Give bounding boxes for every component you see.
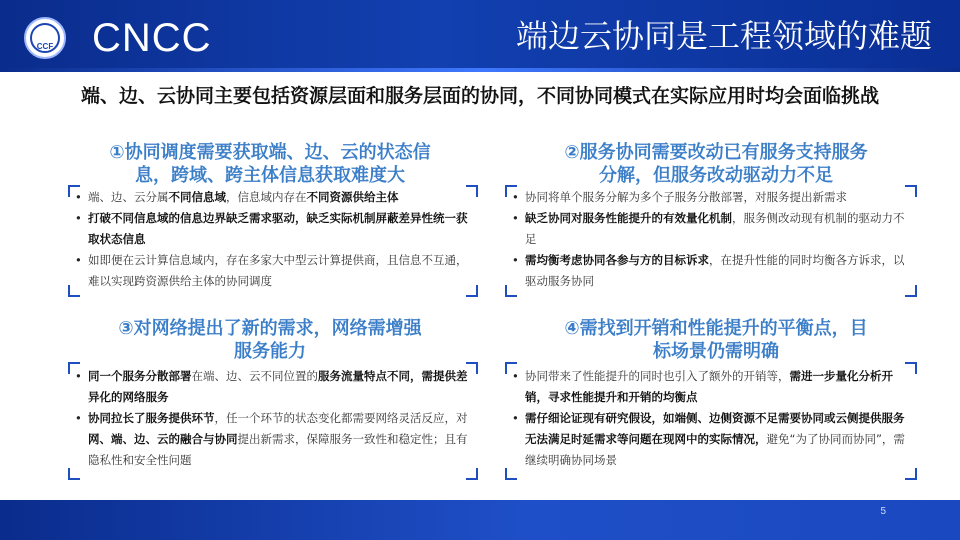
- panel-4-title-line2: 标场景仍需明确: [653, 341, 779, 362]
- panel-1-title-line1: ①协同调度需要获取端、边、云的状态信: [109, 142, 431, 163]
- bullet-bold-text: 需进一步量化分析开销，寻求性能提升和开销的均衡点: [525, 369, 893, 404]
- panel-1-title: [68, 141, 472, 187]
- bullet-bold-text: 不同信息域: [168, 190, 226, 204]
- slide-subtitle: 端、边、云协同主要包括资源层面和服务层面的协同，不同协同模式在实际应用时均会面临挑战: [80, 85, 879, 107]
- cncc-logo-text: CNCC: [92, 16, 212, 60]
- bullet-text: 如即便在云计算信息域内，存在多家大中型云计算提供商，且信息不互通，难以实现跨资源供给主体的协同调度: [88, 253, 468, 288]
- bullet-item: [525, 250, 907, 292]
- ccf-logo-icon: [24, 17, 66, 59]
- panel-4-title-line1: ④需找到开销和性能提升的平衡点，目: [564, 318, 868, 339]
- panel-2-title-line1: ②服务协同需要改动已有服务支持服务: [564, 142, 868, 163]
- panel-3-bullets: [68, 362, 478, 471]
- bullet-bold-text: 服务流量特点不同，需提供差异化的网络服务: [88, 369, 468, 404]
- bullet-item: [88, 187, 468, 208]
- panel-4-title: [526, 317, 906, 363]
- bullet-text: 提出新需求，保障服务一致性和稳定性；且有隐私性和安全性问题: [88, 432, 468, 467]
- header-bar: [0, 0, 960, 72]
- bullet-item: [88, 208, 468, 250]
- bullet-bold-text: 打破不同信息域的信息边界缺乏需求驱动，缺乏实际机制屏蔽差异性统一获取状态信息: [88, 211, 468, 246]
- footer-bar: [0, 500, 960, 540]
- panel-1-box: [68, 185, 478, 297]
- bullet-bold-text: 需仔细论证现有研究假设，如端侧、边侧资源不足需要协同或云侧提供服务无法满足时延需求等问题在现网中的实际情况，: [525, 411, 905, 446]
- bullet-text: ，在提升性能的同时均衡各方诉求，以驱动服务协同: [525, 253, 905, 288]
- bullet-bold-text: 协同拉长了服务提供环节: [88, 411, 215, 425]
- panel-2-box: [505, 185, 917, 297]
- bullet-text: 避免“为了协同而协同”，需继续明确协同场景: [525, 432, 905, 467]
- panel-1-bullets: [68, 185, 478, 292]
- panel-3-title-line1: ③对网络提出了新的需求，网络需增强: [118, 318, 422, 339]
- bullet-text: 在端、边、云不同位置的: [191, 369, 318, 383]
- bullet-item: [88, 366, 468, 408]
- bullet-bold-text: 不同资源供给主体: [306, 190, 399, 204]
- bullet-item: [88, 250, 468, 292]
- panel-4-bullets: [505, 362, 917, 471]
- panel-2-bullets: [505, 185, 917, 292]
- header-stripe: [0, 68, 960, 72]
- bullet-text: 协同带来了性能提升的同时也引入了额外的开销等，: [525, 369, 790, 383]
- bullet-bold-text: 网、端、边、云的融合与协同: [88, 432, 238, 446]
- panel-2-title: [526, 141, 906, 187]
- bullet-item: [88, 408, 468, 471]
- bullet-text: 端、边、云分属: [88, 190, 169, 204]
- bullet-item: [525, 208, 907, 250]
- panel-3-title: [68, 317, 472, 363]
- panel-3-title-line2: 服务能力: [234, 341, 306, 362]
- page-title: 端边云协同是工程领域的难题: [515, 17, 932, 55]
- page-number: 5: [880, 506, 886, 517]
- bullet-item: [525, 408, 907, 471]
- panel-3-box: [68, 362, 478, 480]
- panel-2-title-line2: 分解，但服务改动驱动力不足: [599, 165, 833, 186]
- bullet-text: 协同将单个服务分解为多个子服务分散部署，对服务提出新需求: [525, 190, 847, 204]
- bullet-bold-text: 需均衡考虑协同各参与方的目标诉求: [525, 253, 709, 267]
- bullet-text: ，服务侧改动现有机制的驱动力不足: [525, 211, 905, 246]
- bullet-text: ，信息域内存在: [226, 190, 307, 204]
- panel-1-title-line2: 息，跨域、跨主体信息获取难度大: [135, 165, 405, 186]
- bullet-bold-text: 同一个服务分散部署: [88, 369, 192, 383]
- panel-4-box: [505, 362, 917, 480]
- logo-badge-text: CCF: [36, 42, 54, 51]
- bullet-item: [525, 366, 907, 408]
- bullet-item: [525, 187, 907, 208]
- bullet-bold-text: 缺乏协同对服务性能提升的有效量化机制: [525, 211, 732, 225]
- bullet-text: ，任一个环节的状态变化都需要网络灵活反应，对: [214, 411, 468, 425]
